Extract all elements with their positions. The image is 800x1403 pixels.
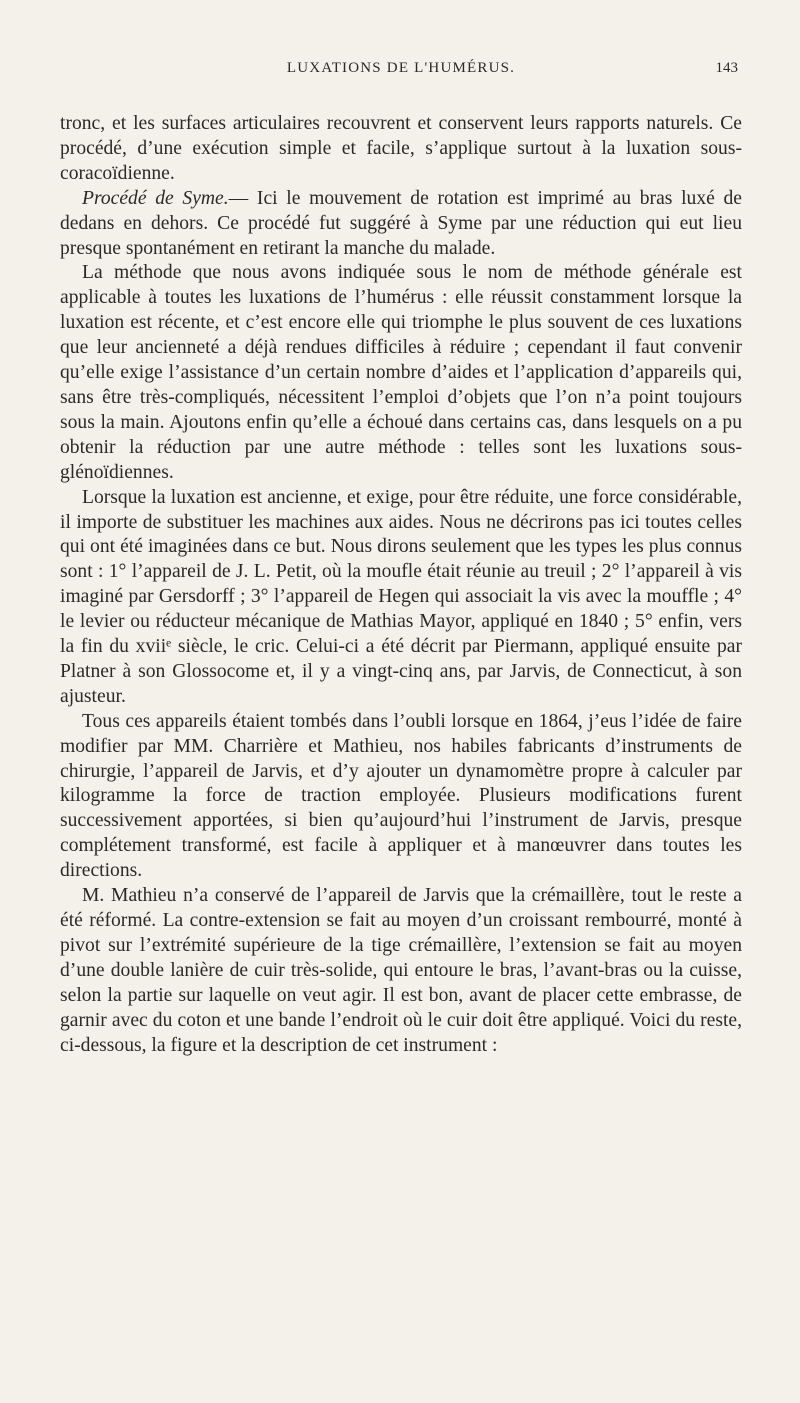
paragraph-mathieu: [60, 884, 742, 1058]
paragraph-syme: [60, 187, 742, 262]
paragraph-text: Lorsque la luxation est ancienne, et exige, pour être réduite, une force considérable, il importe de substituer les machines aux aides. Nous ne décrirons pas ici toutes celles qui ont été imaginées dans ce but. Nous dirons seulement que les types les plus connus sont : 1° l’appareil de J. L. Petit, où la moufle était réunie au treuil ; 2° l’appareil à vis imaginé par Gersdorff ; 3° l’appareil de Hegen qui associait la vis avec la mouffle ; 4° le levier ou réducteur mécanique de Mathias Mayor, appliqué en 1840 ; 5° enfin, vers la fin du xviiᵉ siècle, le cric. Celui-ci a été décrit par Piermann, appliqué ensuite par Platner à son Glossocome et, il y a vingt-cinq ans, par Jarvis, de Connecticut, à son ajusteur.: [60, 486, 742, 707]
paragraph-text: La méthode que nous avons indiquée sous le nom de méthode générale est applicable à toutes les luxations de l’humérus : elle réussit constamment lorsque la luxation est récente, et c’est encore elle qui triomphe le plus souvent de ces luxations que leur ancienneté a déjà rendues difficiles à réduire ; cependant il faut convenir qu’elle exige l’assistance d’un certain nombre d’aides et l’application d’appareils qui, sans être très-compliqués, nécessitent l’emploi d’objets que l’on n’a point toujours sous la main. Ajoutons enfin qu’elle a échoué dans certains cas, dans lesquels on a pu obtenir la réduction par une autre méthode : telles sont les luxations sous-glénoïdiennes.: [60, 262, 742, 483]
paragraph-text: tronc, et les surfaces articulaires recouvrent et conservent leurs rapports naturels. Ce procédé, d’une exécution simple et facile, s’applique surtout à la luxation sous-coracoïdienne.: [60, 113, 742, 184]
paragraph-machines: [60, 486, 742, 710]
body-text: [60, 112, 742, 1058]
procedure-heading: Procédé de Syme.: [82, 187, 229, 209]
paragraph-continuation: [60, 112, 742, 187]
running-title: LUXATIONS DE L'HUMÉRUS.: [286, 60, 516, 76]
paragraph-text: Tous ces appareils étaient tombés dans l’oubli lorsque en 1864, j’eus l’idée de faire modifier par MM. Charrière et Mathieu, nos habiles fabricants d’instruments de chirurgie, l’appareil de Jarvis, et d’y ajouter un dynamomètre propre à calculer par kilogramme la force de traction employée. Plusieurs modifications furent successivement apportées, si bien qu’aujourd’hui l’instrument de Jarvis, presque complétement transformé, est facile à appliquer et à manœuvrer dans toutes les directions.: [60, 710, 742, 882]
paragraph-text: — Ici le mouvement de rotation est imprimé au bras luxé de dedans en dehors. Ce procédé fut suggéré à Syme par une réduction qui eut lieu presque spontanément en retirant la manche du malade.: [60, 187, 742, 259]
paragraph-general-method: [60, 261, 742, 485]
paragraph-text: M. Mathieu n’a conservé de l’appareil de Jarvis que la crémaillère, tout le reste a été réformé. La contre-extension se fait au moyen d’un croissant rembourré, monté à pivot sur l’extrémité supérieure de la tige crémaillère, l’extension se fait au moyen d’une double lanière de cuir très-solide, qui entoure le bras, l’avant-bras ou la cuisse, selon la partie sur laquelle on veut agir. Il est bon, avant de placer cette embrasse, de garnir avec du coton et une bande l’endroit où le cuir doit être appliqué. Voici du reste, ci-dessous, la figure et la description de cet instrument :: [60, 885, 742, 1056]
paragraph-jarvis-apparatus: [60, 710, 742, 884]
running-head: [60, 60, 742, 84]
page-number: 143: [715, 60, 738, 76]
